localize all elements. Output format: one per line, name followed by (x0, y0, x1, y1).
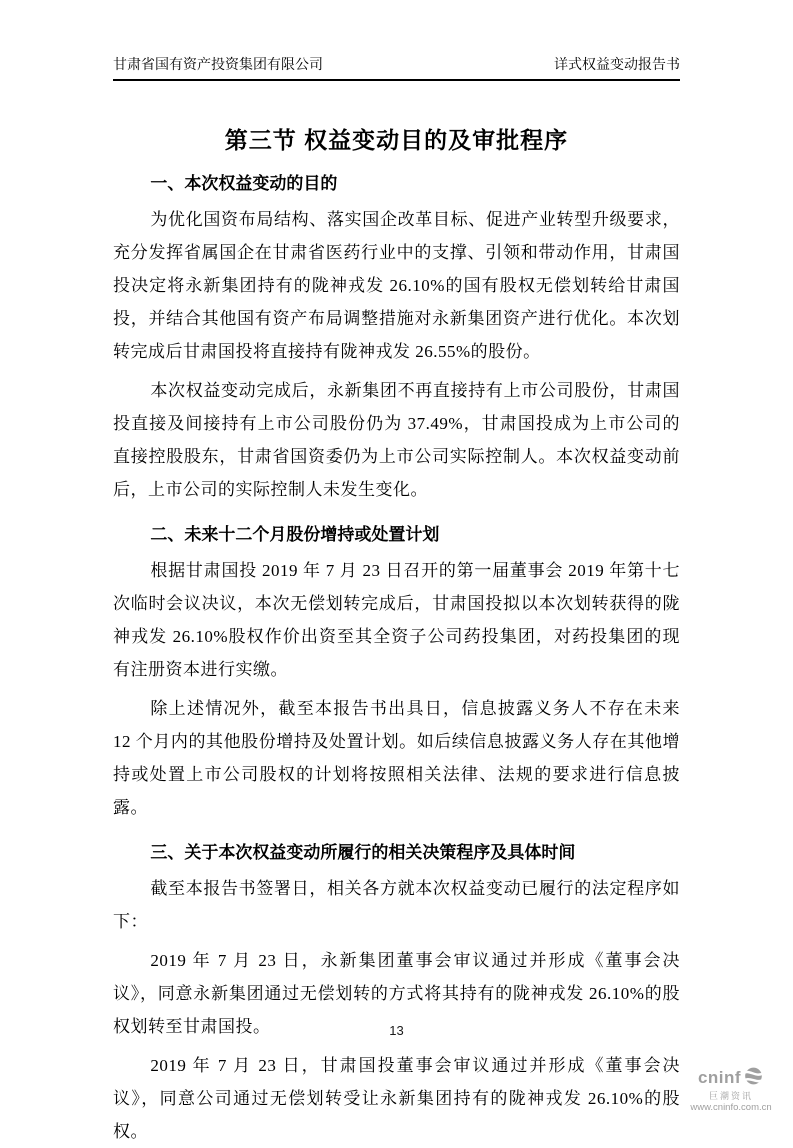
section-3-heading: 三、关于本次权益变动所履行的相关决策程序及具体时间 (150, 843, 576, 862)
paragraph: 除上述情况外，截至本报告书出具日，信息披露义务人不存在未来 12 个月内的其他股份增持及处置计划。如后续信息披露义务人存在其他增持或处置上市公司股权的计划将按照相关法律、法规的要求进行信息披露。 (113, 699, 680, 817)
paragraph: 2019 年 7 月 23 日，永新集团董事会审议通过并形成《董事会决议》，同意永新集团通过无偿划转的方式将其持有的陇神戎发 26.10%的股权划转至甘肃国投。 (113, 951, 680, 1036)
cninfo-chinese-name: 巨潮资讯 (708, 1090, 753, 1101)
cninfo-swirl-icon (743, 1066, 764, 1090)
paragraph: 2019 年 7 月 23 日，甘肃国投董事会审议通过并形成《董事会决议》，同意公司通过无偿划转受让永新集团持有的陇神戎发 26.10%的股权。 (113, 1056, 680, 1141)
section-future-plan (113, 522, 680, 824)
page-number: 13 (389, 1023, 404, 1038)
paragraph: 根据甘肃国投 2019 年 7 月 23 日召开的第一届董事会 2019 年第十七次临时会议决议，本次无偿划转完成后，甘肃国投拟以本次划转获得的陇神戎发 26.10%股权作价出资至其全资子公司药投集团，对药投集团的现有注册资本进行实缴。 (113, 561, 680, 679)
cninfo-url: www.cninfo.com.cn (690, 1101, 772, 1113)
section-purpose (113, 171, 680, 506)
cninfo-logo (672, 1066, 790, 1113)
paragraph: 本次权益变动完成后，永新集团不再直接持有上市公司股份，甘肃国投直接及间接持有上市公司股份仍为 37.49%，甘肃国投成为上市公司的直接控股股东，甘肃省国资委仍为上市公司实际控制人。本次权益变动前后，上市公司的实际控制人未发生变化。 (113, 381, 680, 499)
paragraph: 为优化国资布局结构、落实国企改革目标、促进产业转型升级要求，充分发挥省属国企在甘肃省医药行业中的支撑、引领和带动作用，甘肃国投决定将永新集团持有的陇神戎发 26.10%的国有股权无偿划转给甘肃国投，并结合其他国有资产布局调整措施对永新集团资产进行优化。本次划转完成后甘肃国投将直接持有陇神戎发 26.55%的股份。 (113, 210, 680, 361)
cninfo-brand-text: cninf (697, 1068, 742, 1087)
page-title: 第三节 权益变动目的及审批程序 (224, 127, 569, 153)
section-2-heading: 二、未来十二个月股份增持或处置计划 (150, 525, 440, 544)
section-1-heading: 一、本次权益变动的目的 (150, 174, 338, 193)
cninfo-logo-row (672, 1066, 790, 1090)
page-header (113, 57, 680, 81)
header-company-name: 甘肃省国有资产投资集团有限公司 (113, 58, 323, 73)
header-report-name: 详式权益变动报告书 (554, 58, 680, 73)
section-procedures (113, 840, 680, 1148)
paragraph: 截至本报告书签署日，相关各方就本次权益变动已履行的法定程序如下： (113, 879, 680, 931)
